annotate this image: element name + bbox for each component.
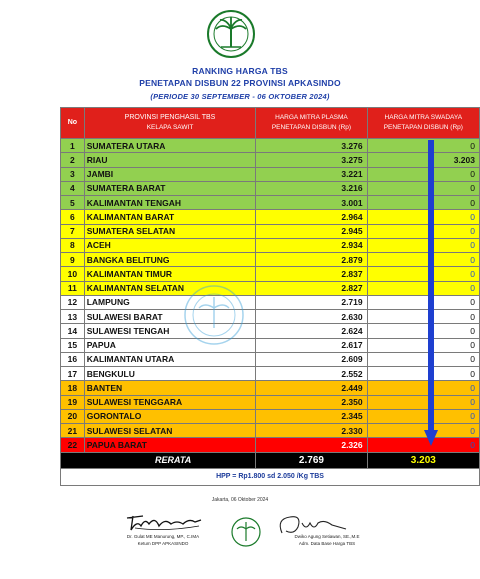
row-province: SULAWESI TENGGARA bbox=[84, 395, 256, 409]
row-no: 13 bbox=[61, 310, 85, 324]
row-province: JAMBI bbox=[84, 167, 256, 181]
header-swadaya bbox=[367, 108, 479, 139]
row-swadaya-price: 0 bbox=[367, 139, 479, 153]
row-province: SUMATERA BARAT bbox=[84, 181, 256, 195]
row-plasma-price: 2.945 bbox=[256, 224, 367, 238]
row-province: RIAU bbox=[84, 153, 256, 167]
row-plasma-price: 2.449 bbox=[256, 381, 367, 395]
table-row bbox=[61, 409, 480, 423]
hpp-row bbox=[61, 468, 480, 485]
table-row bbox=[61, 281, 480, 295]
row-no: 3 bbox=[61, 167, 85, 181]
rerata-swadaya: 3.203 bbox=[367, 452, 479, 468]
row-no: 15 bbox=[61, 338, 85, 352]
row-plasma-price: 2.326 bbox=[256, 438, 367, 452]
table-row bbox=[61, 395, 480, 409]
row-swadaya-price: 0 bbox=[367, 196, 479, 210]
table-row bbox=[61, 139, 480, 153]
row-swadaya-price: 0 bbox=[367, 352, 479, 366]
row-no: 17 bbox=[61, 367, 85, 381]
row-plasma-price: 3.001 bbox=[256, 196, 367, 210]
row-no: 20 bbox=[61, 409, 85, 423]
table-row bbox=[61, 438, 480, 452]
row-province: KALIMANTAN BARAT bbox=[84, 210, 256, 224]
row-no: 10 bbox=[61, 267, 85, 281]
row-plasma-price: 2.552 bbox=[256, 367, 367, 381]
table-row bbox=[61, 238, 480, 252]
row-swadaya-price: 0 bbox=[367, 395, 479, 409]
row-no: 7 bbox=[61, 224, 85, 238]
table-row bbox=[61, 153, 480, 167]
table-row bbox=[61, 295, 480, 309]
header-plasma bbox=[256, 108, 367, 139]
row-plasma-price: 2.350 bbox=[256, 395, 367, 409]
row-plasma-price: 3.276 bbox=[256, 139, 367, 153]
header-province bbox=[84, 108, 256, 139]
row-province: GORONTALO bbox=[84, 409, 256, 423]
row-swadaya-price: 0 bbox=[367, 295, 479, 309]
header-province-line2: KELAPA SAWIT bbox=[146, 124, 194, 131]
row-swadaya-price: 0 bbox=[367, 424, 479, 438]
price-ranking-table bbox=[60, 107, 480, 486]
table-row bbox=[61, 381, 480, 395]
row-no: 11 bbox=[61, 281, 85, 295]
table-row bbox=[61, 310, 480, 324]
row-plasma-price: 2.624 bbox=[256, 324, 367, 338]
signature-left bbox=[125, 512, 205, 534]
header-plasma-line2: PENETAPAN DISBUN (Rp) bbox=[271, 124, 352, 131]
row-province: ACEH bbox=[84, 238, 256, 252]
watermark-seal-icon bbox=[183, 284, 245, 346]
table-row bbox=[61, 267, 480, 281]
row-swadaya-price: 0 bbox=[367, 238, 479, 252]
header-no: No bbox=[61, 108, 85, 139]
table-row bbox=[61, 224, 480, 238]
row-swadaya-price: 0 bbox=[367, 409, 479, 423]
row-swadaya-price: 0 bbox=[367, 281, 479, 295]
row-plasma-price: 2.964 bbox=[256, 210, 367, 224]
row-province: LAMPUNG bbox=[84, 295, 256, 309]
row-swadaya-price: 0 bbox=[367, 324, 479, 338]
row-no: 4 bbox=[61, 181, 85, 195]
table-row bbox=[61, 210, 480, 224]
row-province: KALIMANTAN TIMUR bbox=[84, 267, 256, 281]
hpp-text: HPP = Rp1.800 sd 2.050 /Kg TBS bbox=[61, 468, 480, 485]
row-no: 18 bbox=[61, 381, 85, 395]
row-plasma-price: 2.934 bbox=[256, 238, 367, 252]
signer-1-name: Dr. Gulat ME Manurung, MP., C.IMA bbox=[126, 534, 200, 539]
table-row bbox=[61, 352, 480, 366]
row-no: 9 bbox=[61, 253, 85, 267]
title-penetapan: PENETAPAN DISBUN 22 PROVINSI APKASINDO bbox=[139, 78, 341, 88]
row-swadaya-price: 0 bbox=[367, 310, 479, 324]
title-ranking: RANKING HARGA TBS bbox=[192, 66, 288, 76]
row-swadaya-price: 0 bbox=[367, 338, 479, 352]
rerata-row bbox=[61, 452, 480, 468]
row-no: 19 bbox=[61, 395, 85, 409]
row-swadaya-price: 0 bbox=[367, 224, 479, 238]
row-swadaya-price: 0 bbox=[367, 267, 479, 281]
rerata-plasma: 2.769 bbox=[256, 452, 367, 468]
row-swadaya-price: 0 bbox=[367, 438, 479, 452]
row-plasma-price: 2.609 bbox=[256, 352, 367, 366]
header-plasma-line1: HARGA MITRA PLASMA bbox=[275, 114, 348, 121]
row-no: 22 bbox=[61, 438, 85, 452]
row-no: 14 bbox=[61, 324, 85, 338]
row-plasma-price: 2.345 bbox=[256, 409, 367, 423]
table-row bbox=[61, 338, 480, 352]
header-swadaya-line1: HARGA MITRA SWADAYA bbox=[384, 114, 463, 121]
row-swadaya-price: 0 bbox=[367, 381, 479, 395]
row-no: 21 bbox=[61, 424, 85, 438]
table-row bbox=[61, 253, 480, 267]
row-plasma-price: 2.879 bbox=[256, 253, 367, 267]
row-province: SULAWESI SELATAN bbox=[84, 424, 256, 438]
row-province: PAPUA BARAT bbox=[84, 438, 256, 452]
table-row bbox=[61, 424, 480, 438]
row-province: KALIMANTAN UTARA bbox=[84, 352, 256, 366]
row-province: BANTEN bbox=[84, 381, 256, 395]
row-swadaya-price: 0 bbox=[367, 253, 479, 267]
header-province-line1: PROVINSI PENGHASIL TBS bbox=[124, 114, 216, 121]
signer-2-name: Dwiko Agung Setiawan, SE.,M.E bbox=[294, 534, 360, 539]
row-no: 1 bbox=[61, 139, 85, 153]
row-swadaya-price: 3.203 bbox=[367, 153, 479, 167]
row-plasma-price: 2.719 bbox=[256, 295, 367, 309]
row-no: 5 bbox=[61, 196, 85, 210]
rerata-label: RERATA bbox=[61, 452, 256, 468]
row-no: 6 bbox=[61, 210, 85, 224]
row-province: KALIMANTAN TENGAH bbox=[84, 196, 256, 210]
table-row bbox=[61, 196, 480, 210]
row-swadaya-price: 0 bbox=[367, 167, 479, 181]
signer-2-title: Adm. Data Base Harga TBS bbox=[298, 541, 356, 546]
row-plasma-price: 2.630 bbox=[256, 310, 367, 324]
place-date: Jakarta, 06 Oktober 2024 bbox=[211, 497, 269, 503]
row-no: 8 bbox=[61, 238, 85, 252]
apkasindo-logo bbox=[206, 9, 256, 59]
table-row bbox=[61, 181, 480, 195]
row-swadaya-price: 0 bbox=[367, 210, 479, 224]
row-plasma-price: 2.827 bbox=[256, 281, 367, 295]
header-swadaya-line2: PENETAPAN DISBUN (Rp) bbox=[383, 124, 463, 131]
period-label: (PERIODE 30 SEPTEMBER - 06 OKTOBER 2024) bbox=[150, 92, 330, 101]
row-province: SUMATERA SELATAN bbox=[84, 224, 256, 238]
row-plasma-price: 2.330 bbox=[256, 424, 367, 438]
apkasindo-logo-small bbox=[231, 517, 261, 547]
row-plasma-price: 3.275 bbox=[256, 153, 367, 167]
table-header bbox=[61, 108, 480, 139]
row-plasma-price: 3.221 bbox=[256, 167, 367, 181]
row-province: SULAWESI TENGAH bbox=[84, 324, 256, 338]
signer-1-title: Ketum DPP APKASINDO bbox=[137, 541, 189, 546]
row-province: SUMATERA UTARA bbox=[84, 139, 256, 153]
row-no: 12 bbox=[61, 295, 85, 309]
row-plasma-price: 2.617 bbox=[256, 338, 367, 352]
row-swadaya-price: 0 bbox=[367, 367, 479, 381]
row-no: 2 bbox=[61, 153, 85, 167]
row-no: 16 bbox=[61, 352, 85, 366]
row-province: BENGKULU bbox=[84, 367, 256, 381]
table-row bbox=[61, 324, 480, 338]
row-province: SULAWESI BARAT bbox=[84, 310, 256, 324]
row-swadaya-price: 0 bbox=[367, 181, 479, 195]
row-plasma-price: 3.216 bbox=[256, 181, 367, 195]
table-row bbox=[61, 367, 480, 381]
row-province: KALIMANTAN SELATAN bbox=[84, 281, 256, 295]
table-row bbox=[61, 167, 480, 181]
row-province: PAPUA bbox=[84, 338, 256, 352]
row-plasma-price: 2.837 bbox=[256, 267, 367, 281]
down-arrow-icon bbox=[424, 140, 438, 446]
row-province: BANGKA BELITUNG bbox=[84, 253, 256, 267]
